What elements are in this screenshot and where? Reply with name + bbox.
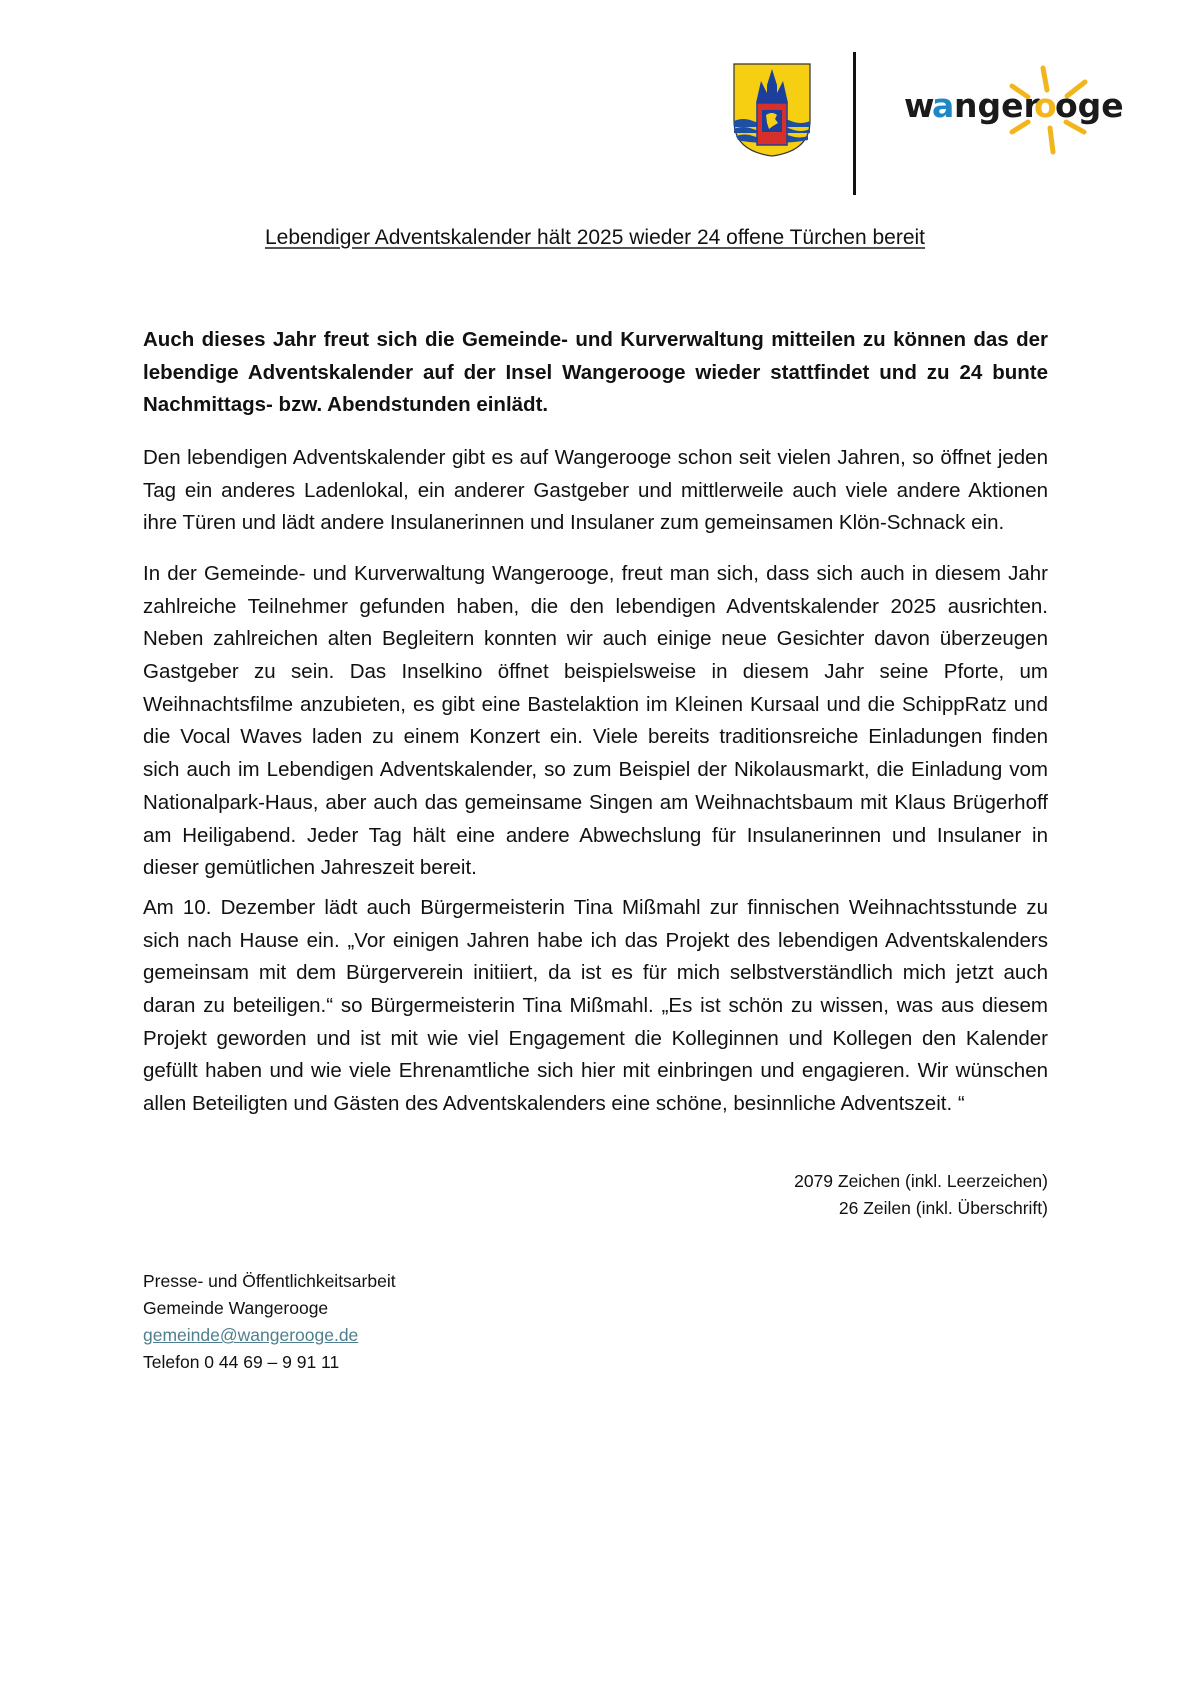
- text-line: ihre Türen und lädt andere Insulanerinnen und Insulaner zum gemeinsamen Klön-Schnack ein.: [143, 511, 1005, 535]
- svg-text:a: a: [932, 86, 955, 125]
- lead-paragraph: [143, 324, 1048, 422]
- body-paragraph: [143, 442, 1048, 540]
- body-paragraph: [143, 892, 1048, 1121]
- text-line: gemeinsam mit dem Bürgerverein initiiert, da ist es für mich selbstverständlich mich jetzt auch: [143, 961, 1048, 985]
- text-line: Neben zahlreichen alten Begleitern konnten wir auch einige neue Gesichter davon überzeugen: [143, 627, 1048, 651]
- text-line: gefüllt haben und wie viele Ehrenamtliche sich hier mit einbringen und engagieren. Wir wünschen: [143, 1059, 1048, 1083]
- email-link[interactable]: gemeinde@wangerooge.de: [143, 1325, 359, 1345]
- text-line: Projekt geworden und ist mit wie viel Engagement die Kolleginnen und Kollegen den Kalender: [143, 1026, 1048, 1050]
- coat-of-arms-icon: [733, 63, 811, 157]
- character-count: 2079 Zeichen (inkl. Leerzeichen): [794, 1171, 1048, 1191]
- text-line: lebendige Adventskalender auf der Insel Wangerooge wieder stattfindet und zu 24 bunte: [143, 360, 1048, 384]
- svg-text:w: w: [904, 86, 934, 125]
- svg-text:nger: nger: [954, 86, 1040, 125]
- department-label: Presse- und Öffentlichkeitsarbeit: [143, 1271, 396, 1291]
- wangerooge-logo: [900, 60, 1140, 160]
- text-line: Tag ein anderes Ladenlokal, ein anderer Gastgeber und mittlerweile auch viele andere Aktionen: [143, 478, 1048, 502]
- text-line: In der Gemeinde- und Kurverwaltung Wangerooge, freut man sich, dass sich auch in diesem Jahr: [143, 562, 1048, 585]
- page-title: [0, 226, 1190, 250]
- text-line: Nationalpark-Haus, aber auch das gemeinsame Singen am Weihnachtsbaum mit Klaus Brügerhoff: [143, 790, 1048, 814]
- text-line: die Vocal Waves laden zu einem Konzert ein. Viele bereits traditionsreiche Einladungen finden: [143, 725, 1048, 749]
- body-paragraph: [143, 558, 1048, 885]
- text-line: Nachmittags- bzw. Abendstunden einlädt.: [143, 393, 549, 417]
- svg-text:o: o: [1034, 86, 1057, 125]
- text-line: Am 10. Dezember lädt auch Bürgermeisterin Tina Mißmahl zur finnischen Weihnachtsstunde zu: [143, 896, 1048, 919]
- document-stats: [794, 1168, 1048, 1222]
- text-line: Den lebendigen Adventskalender gibt es auf Wangerooge schon seit vielen Jahren, so öffnet jeden: [143, 446, 1048, 469]
- contact-block: [143, 1268, 396, 1376]
- text-line: am Heiligabend. Jeder Tag hält eine andere Abwechslung für Insulanerinnen und Insulaner in: [143, 823, 1048, 847]
- text-line: zahlreiche Teilnehmer gefunden haben, die den lebendigen Adventskalender 2025 ausrichten.: [143, 594, 1048, 618]
- text-line: Auch dieses Jahr freut sich die Gemeinde- und Kurverwaltung mitteilen zu können das der: [143, 328, 1048, 351]
- text-line: Weihnachtsfilme anzubieten, es gibt eine Bastelaktion im Kleinen Kursaal und die SchippRatz und: [143, 692, 1048, 716]
- phone-number: Telefon 0 44 69 – 9 91 11: [143, 1352, 340, 1372]
- text-line: dieser gemütlichen Jahreszeit bereit.: [143, 856, 477, 880]
- text-line: Gastgeber zu sein. Das Inselkino öffnet beispielsweise in diesem Jahr seine Pforte, um: [143, 660, 1048, 684]
- text-line: daran zu beteiligen.“ so Bürgermeisterin Tina Mißmahl. „Es ist schön zu wissen, was aus diesem: [143, 994, 1048, 1018]
- text-line: sich nach Hause ein. „Vor einigen Jahren habe ich das Projekt des lebendigen Adventskalenders: [143, 928, 1048, 952]
- header-divider: [853, 52, 856, 195]
- organization-label: Gemeinde Wangerooge: [143, 1298, 329, 1318]
- line-count: 26 Zeilen (inkl. Überschrift): [838, 1198, 1048, 1218]
- title-text: Lebendiger Adventskalender hält 2025 wieder 24 offene Türchen bereit: [264, 226, 926, 249]
- svg-text:oge: oge: [1055, 86, 1124, 125]
- text-line: sich auch im Lebendigen Adventskalender, so zum Beispiel der Nikolausmarkt, die Einladung vom: [143, 758, 1048, 782]
- text-line: allen Beteiligten und Gästen des Adventskalenders eine schöne, besinnliche Adventszeit. “: [143, 1092, 965, 1116]
